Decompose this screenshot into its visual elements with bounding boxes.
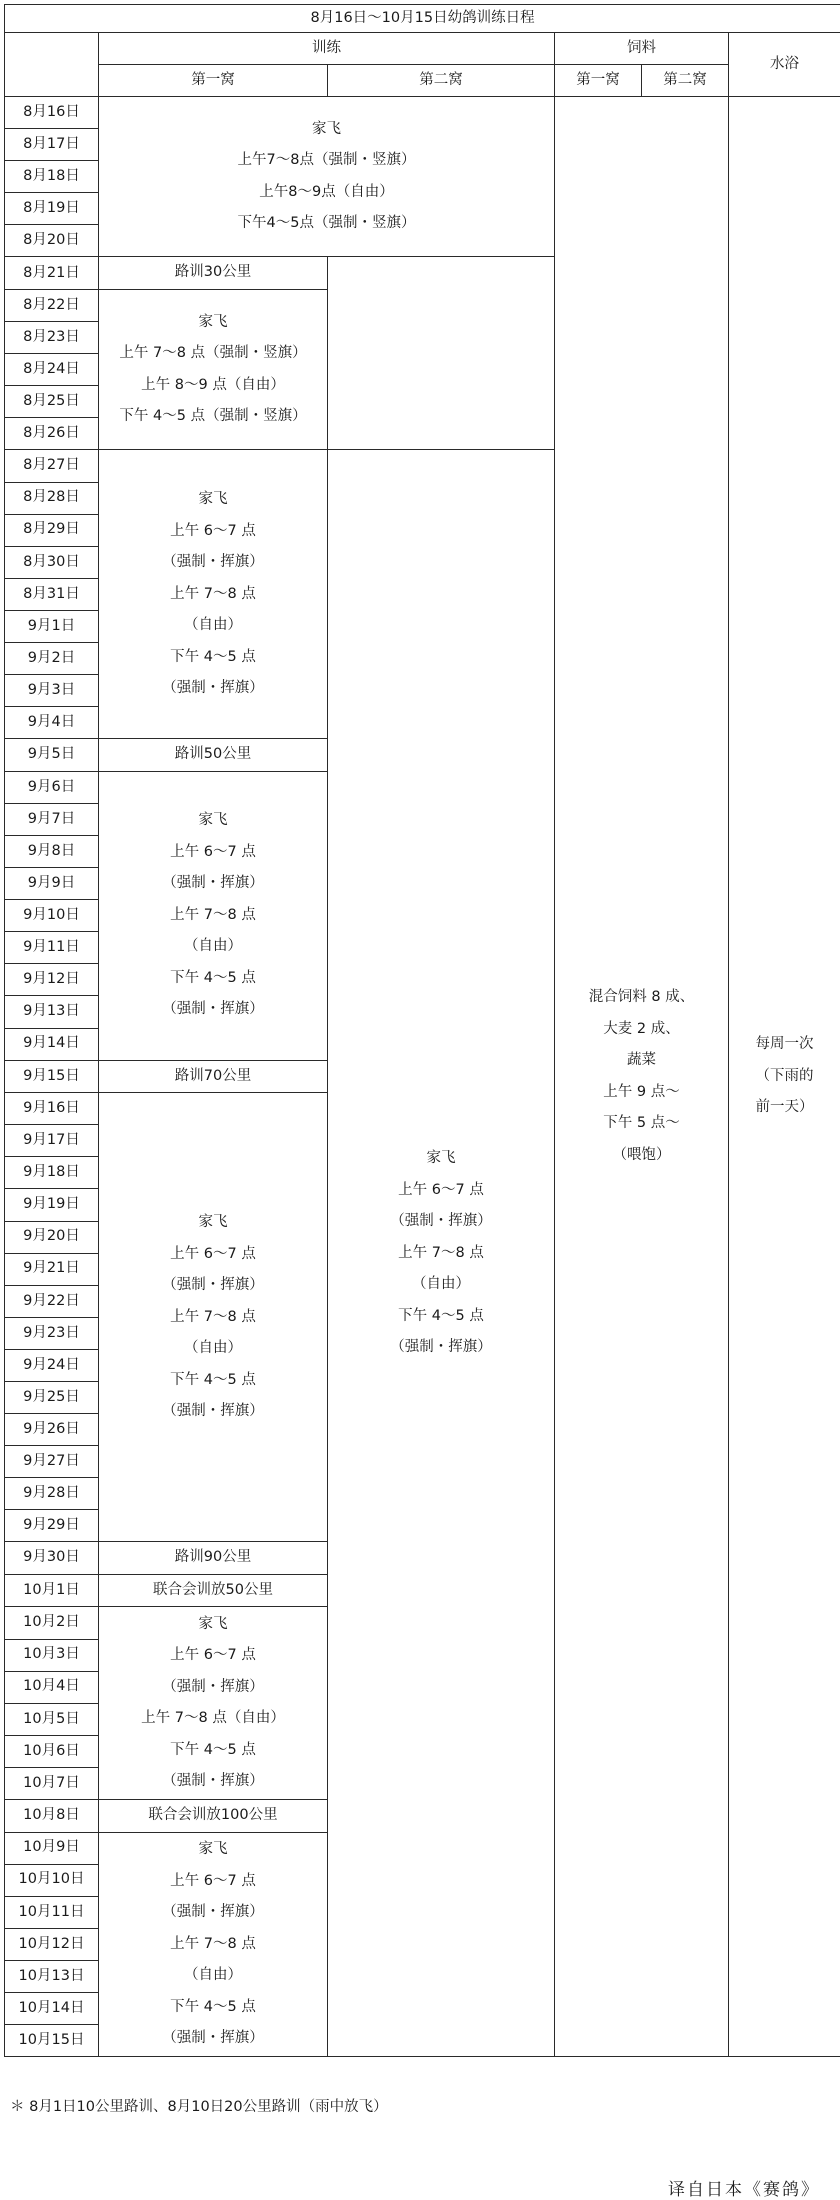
date-cell: 8月29日 xyxy=(5,514,99,546)
date-cell: 10月1日 xyxy=(5,1574,99,1607)
date-cell: 9月15日 xyxy=(5,1060,99,1093)
bath-header: 水浴 xyxy=(729,33,840,97)
date-cell: 10月2日 xyxy=(5,1607,99,1639)
date-cell: 10月3日 xyxy=(5,1639,99,1671)
home-flight-nest2-text: 家飞 上午 6～7 点 （强制・挥旗） 上午 7～8 点 （自由） 下午 4～5 点 （强制・挥旗） xyxy=(328,1143,554,1364)
source-credit: 译自日本《赛鸽》 xyxy=(668,2175,820,2200)
date-cell: 9月23日 xyxy=(5,1317,99,1349)
date-cell: 9月26日 xyxy=(5,1414,99,1446)
date-cell: 10月10日 xyxy=(5,1864,99,1896)
date-cell: 8月27日 xyxy=(5,450,99,482)
road-training-30km-text: 路训30公里 xyxy=(99,257,327,289)
date-cell: 9月3日 xyxy=(5,675,99,707)
date-cell: 8月26日 xyxy=(5,418,99,450)
home-flight-nest1 xyxy=(99,450,328,739)
footnote: ＊ 8月1日10公里路训、8月10日20公里路训（雨中放飞） xyxy=(10,2095,388,2116)
feed-header: 饲料 xyxy=(555,33,729,65)
home-flight-nest1 xyxy=(99,1093,328,1542)
date-cell: 8月31日 xyxy=(5,578,99,610)
date-cell: 10月8日 xyxy=(5,1800,99,1833)
date-cell: 8月20日 xyxy=(5,225,99,257)
date-cell: 8月23日 xyxy=(5,322,99,354)
home-flight-nest1 xyxy=(99,1607,328,1800)
feed-cell-text: 混合饲料 8 成、 大麦 2 成、 蔬菜 上午 9 点～ 下午 5 点～ （喂饱） xyxy=(555,982,728,1171)
date-cell: 9月5日 xyxy=(5,739,99,772)
date-cell: 10月12日 xyxy=(5,1928,99,1960)
date-cell: 9月22日 xyxy=(5,1285,99,1317)
home-flight-nest1 xyxy=(99,1832,328,2057)
road-training-50km xyxy=(99,739,328,772)
date-cell: 9月6日 xyxy=(5,771,99,803)
home-flight-nest1 xyxy=(99,289,328,449)
date-cell: 9月30日 xyxy=(5,1542,99,1575)
date-cell: 9月11日 xyxy=(5,932,99,964)
date-cell: 8月30日 xyxy=(5,546,99,578)
date-cell: 9月2日 xyxy=(5,643,99,675)
road-training-50km-text: 路训50公里 xyxy=(99,739,327,771)
road-training-90km-text: 路训90公里 xyxy=(99,1542,327,1574)
date-cell: 9月16日 xyxy=(5,1093,99,1125)
home-flight-both-nests xyxy=(99,97,555,257)
feed-nest2-header: 第二窝 xyxy=(642,65,729,97)
joint-release-100km xyxy=(99,1800,328,1833)
date-cell: 9月24日 xyxy=(5,1349,99,1381)
date-cell: 8月19日 xyxy=(5,193,99,225)
home-flight-nest1-text: 家飞 上午 7～8 点（强制・竖旗） 上午 8～9 点（自由） 下午 4～5 点（强制・竖旗） xyxy=(99,307,327,433)
date-cell: 9月27日 xyxy=(5,1446,99,1478)
date-cell: 9月17日 xyxy=(5,1125,99,1157)
schedule-title: 8月16日～10月15日幼鸽训练日程 xyxy=(5,5,840,33)
date-cell: 10月4日 xyxy=(5,1671,99,1703)
home-flight-nest1-text: 家飞 上午 6～7 点 （强制・挥旗） 上午 7～8 点 （自由） 下午 4～5 点 （强制・挥旗） xyxy=(99,1834,327,2055)
date-cell: 10月6日 xyxy=(5,1735,99,1767)
joint-release-50km xyxy=(99,1574,328,1607)
date-cell: 8月25日 xyxy=(5,386,99,418)
home-flight-nest1-text: 家飞 上午 6～7 点 （强制・挥旗） 上午 7～8 点 （自由） 下午 4～5 点 （强制・挥旗） xyxy=(99,484,327,705)
date-cell: 9月21日 xyxy=(5,1253,99,1285)
date-cell: 9月4日 xyxy=(5,707,99,739)
date-cell: 10月7日 xyxy=(5,1767,99,1799)
date-cell: 9月9日 xyxy=(5,868,99,900)
date-cell: 10月14日 xyxy=(5,1992,99,2024)
road-training-90km xyxy=(99,1542,328,1575)
date-cell: 8月21日 xyxy=(5,257,99,290)
date-cell: 8月17日 xyxy=(5,129,99,161)
home-flight-nest1-text: 家飞 上午 6～7 点 （强制・挥旗） 上午 7～8 点（自由） 下午 4～5 点 （强制・挥旗） xyxy=(99,1609,327,1798)
nest2-empty-cell xyxy=(328,257,555,450)
date-cell: 8月16日 xyxy=(5,97,99,129)
training-nest1-header: 第一窝 xyxy=(99,65,328,97)
road-training-70km-text: 路训70公里 xyxy=(99,1061,327,1093)
date-header-empty xyxy=(5,33,99,97)
schedule-row xyxy=(5,97,840,129)
date-cell: 9月1日 xyxy=(5,610,99,642)
date-cell: 10月11日 xyxy=(5,1896,99,1928)
date-cell: 10月15日 xyxy=(5,2025,99,2057)
feed-nest1-header: 第一窝 xyxy=(555,65,642,97)
date-cell: 9月12日 xyxy=(5,964,99,996)
date-cell: 9月13日 xyxy=(5,996,99,1028)
date-cell: 9月10日 xyxy=(5,900,99,932)
date-cell: 9月7日 xyxy=(5,803,99,835)
training-nest2-header: 第二窝 xyxy=(328,65,555,97)
date-cell: 9月20日 xyxy=(5,1221,99,1253)
date-cell: 9月8日 xyxy=(5,835,99,867)
date-cell: 10月9日 xyxy=(5,1832,99,1864)
road-training-30km xyxy=(99,257,328,290)
water-bath-cell xyxy=(729,97,840,2057)
home-flight-both-nests-text: 家飞 上午7～8点（强制・竖旗） 上午8～9点（自由） 下午4～5点（强制・竖旗） xyxy=(99,114,554,240)
date-cell: 8月18日 xyxy=(5,161,99,193)
home-flight-nest1-text: 家飞 上午 6～7 点 （强制・挥旗） 上午 7～8 点 （自由） 下午 4～5 点 （强制・挥旗） xyxy=(99,1207,327,1428)
date-cell: 9月19日 xyxy=(5,1189,99,1221)
date-cell: 9月14日 xyxy=(5,1028,99,1060)
date-cell: 8月28日 xyxy=(5,482,99,514)
feed-cell xyxy=(555,97,729,2057)
date-cell: 10月5日 xyxy=(5,1703,99,1735)
training-header: 训练 xyxy=(99,33,555,65)
home-flight-nest2 xyxy=(328,450,555,2057)
home-flight-nest1 xyxy=(99,771,328,1060)
date-cell: 9月29日 xyxy=(5,1510,99,1542)
date-cell: 8月22日 xyxy=(5,289,99,321)
joint-release-50km-text: 联合会训放50公里 xyxy=(99,1575,327,1607)
date-cell: 9月28日 xyxy=(5,1478,99,1510)
date-cell: 10月13日 xyxy=(5,1960,99,1992)
water-bath-cell-text: 每周一次 （下雨的 前一天） xyxy=(729,1029,840,1124)
date-cell: 9月18日 xyxy=(5,1157,99,1189)
training-schedule-table xyxy=(4,4,840,2057)
road-training-70km xyxy=(99,1060,328,1093)
joint-release-100km-text: 联合会训放100公里 xyxy=(99,1800,327,1832)
home-flight-nest1-text: 家飞 上午 6～7 点 （强制・挥旗） 上午 7～8 点 （自由） 下午 4～5 点 （强制・挥旗） xyxy=(99,805,327,1026)
date-cell: 8月24日 xyxy=(5,354,99,386)
date-cell: 9月25日 xyxy=(5,1381,99,1413)
